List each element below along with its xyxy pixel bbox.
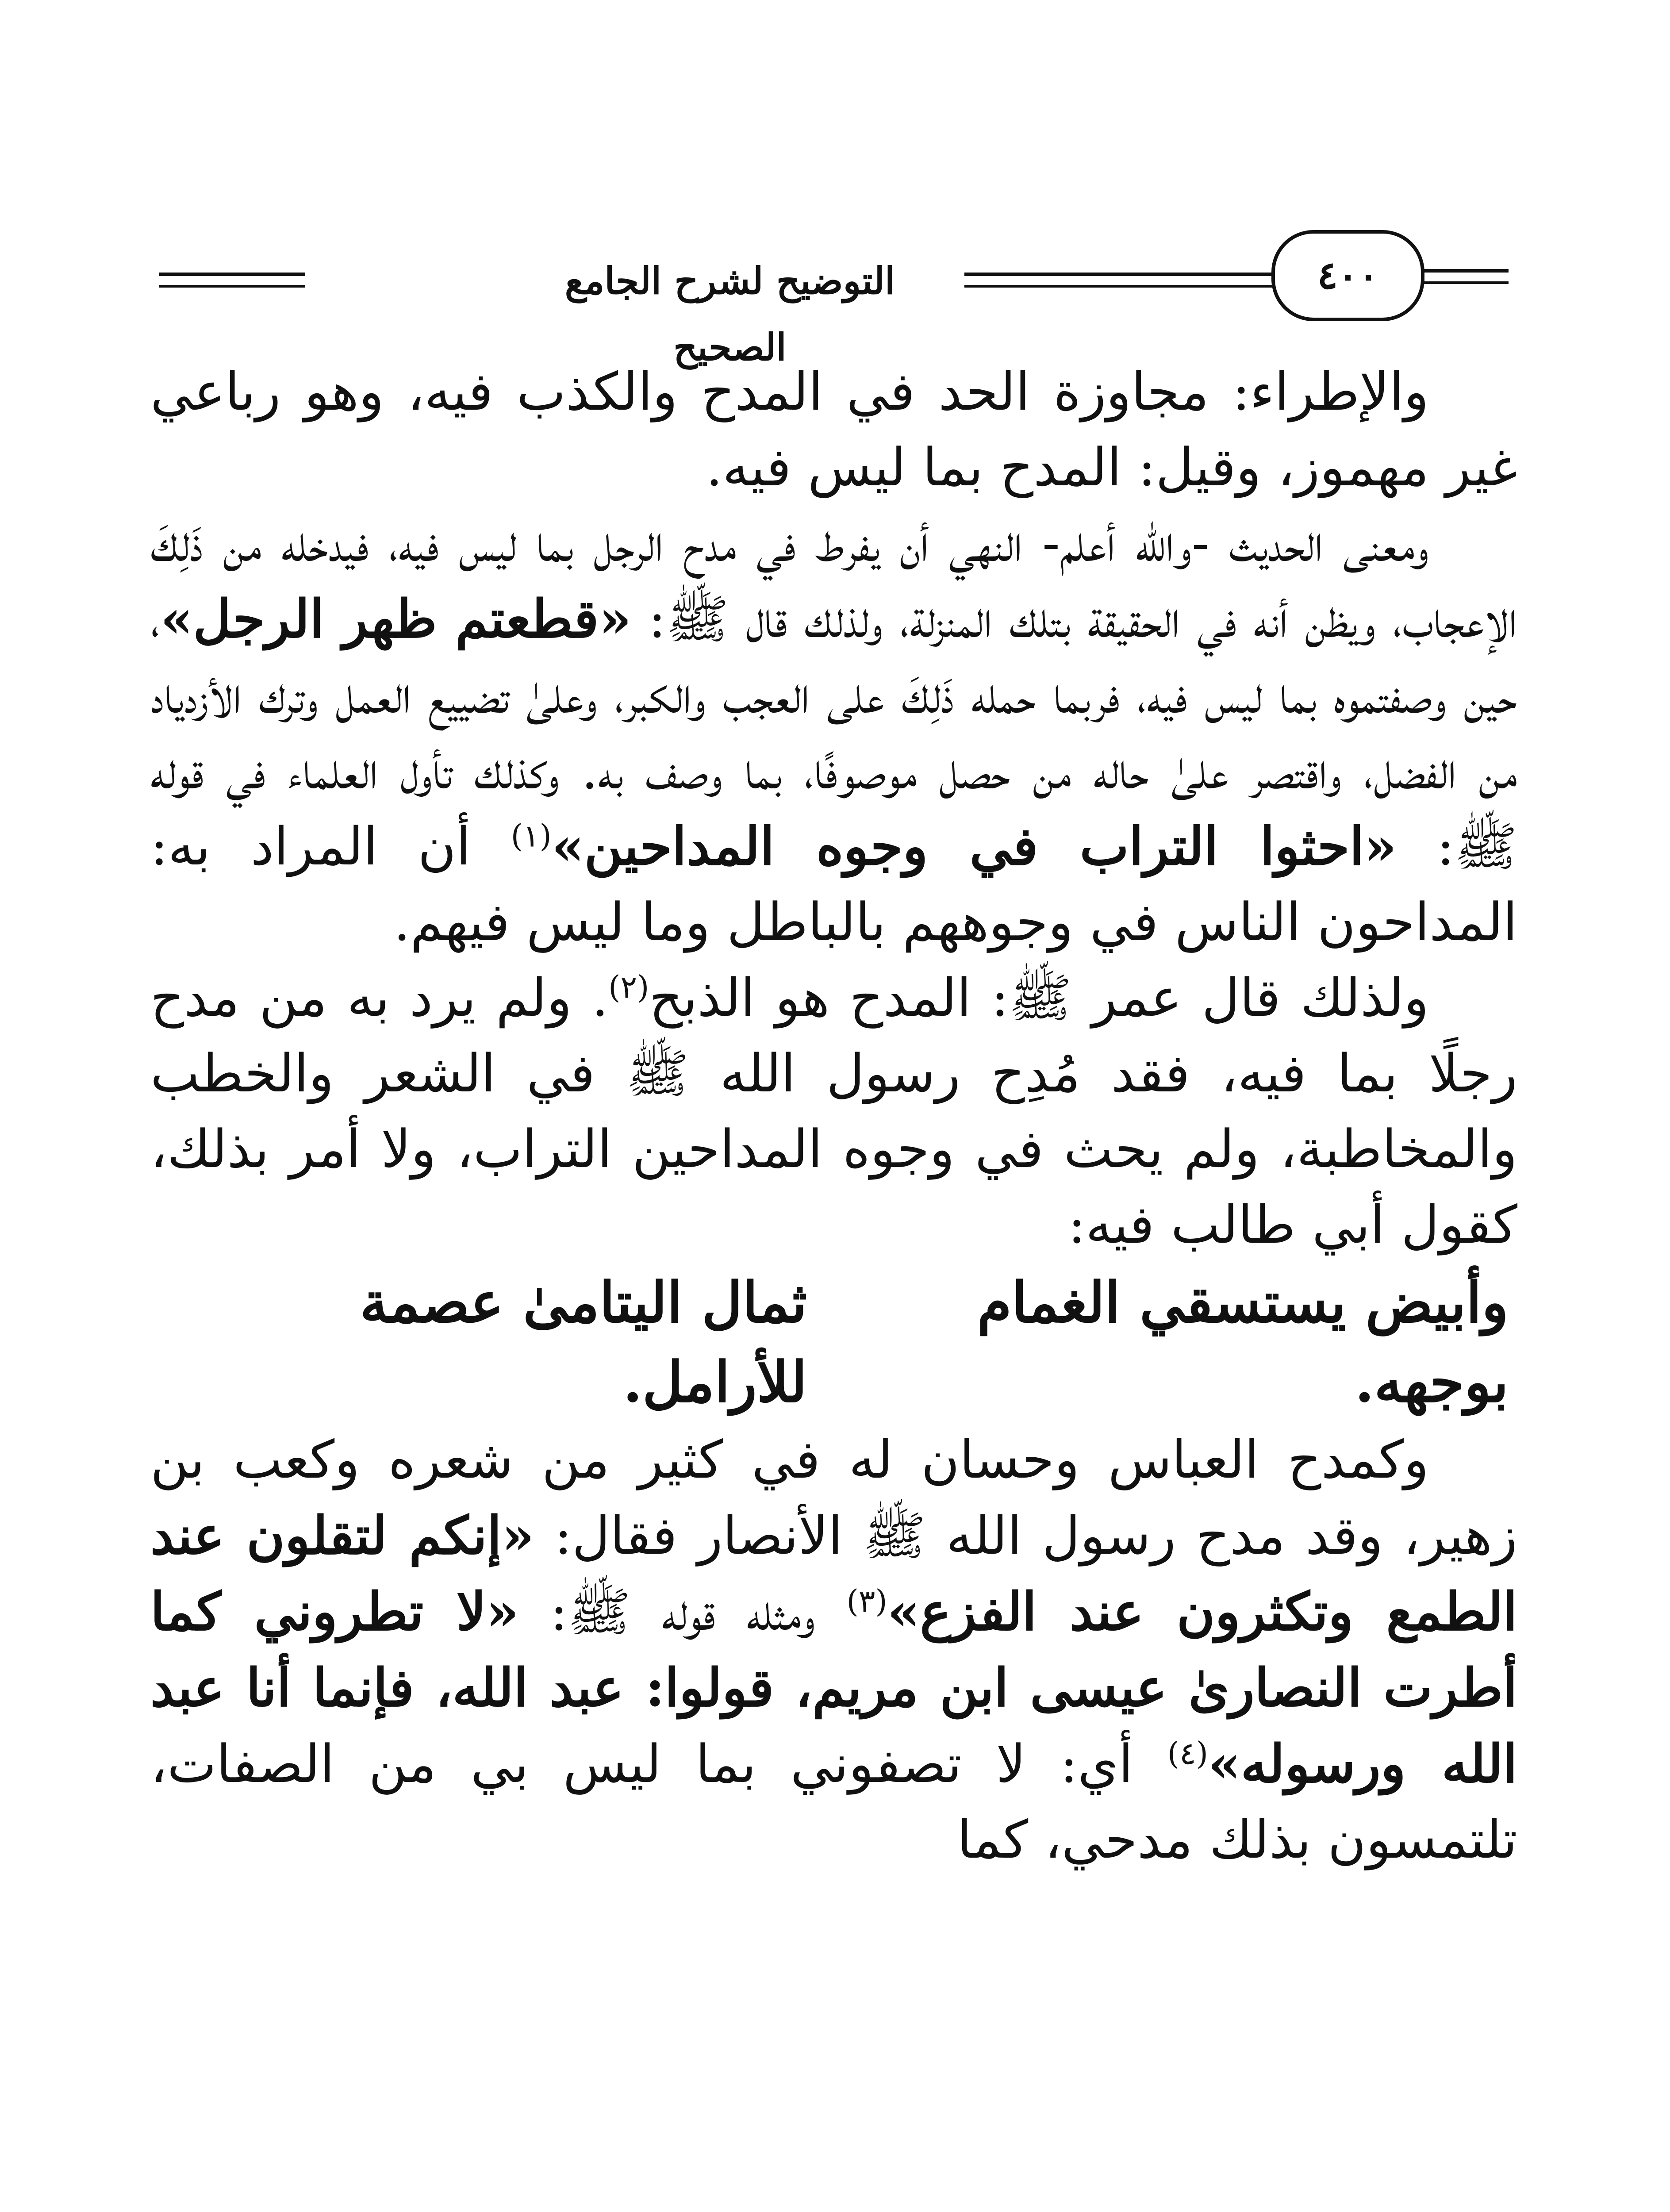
running-header bbox=[159, 230, 1509, 369]
verse-first-hemistich: وأبيض يستسقي الغمام بوجهه. bbox=[977, 1270, 1509, 1415]
header-rule-left bbox=[159, 273, 305, 276]
main-text bbox=[150, 354, 1517, 1878]
header-rule-middle-secondary bbox=[964, 285, 1274, 288]
paragraph-3-text-c: . ولم يرد به من مدح رجلًا بما فيه، فقد مُدِح رسول الله ﷺ في الشعر والخطب والمخاطبة، ولم يحث في وجوه المداحين التراب، ولا أمر بذلك، كقول أبي طالب فيه: bbox=[150, 967, 1517, 1255]
paragraph-2-text-f: أن المراد به: المداحون الناس في وجوههم بالباطل وما ليس فيهم. bbox=[150, 816, 1517, 952]
hadith-quote-1: «قطعتم ظهر الرجل» bbox=[160, 588, 632, 649]
paragraph-3 bbox=[150, 960, 1517, 1263]
hadith-quote-2: «احثوا التراب في وجوه المداحين» bbox=[551, 815, 1397, 877]
paragraph-2-text-a: ومعنى الحديث -والله أعلم- النهي أن يفرط في مدح الرجل بما ليس فيه، فيدخله من ذَلِكَ الإعجاب، ويظن أنه في الحقيقة بتلك المنزلة، ولذلك قال ﷺ: bbox=[150, 512, 1518, 649]
paragraph-4 bbox=[150, 1422, 1517, 1878]
paragraph-1 bbox=[150, 354, 1517, 505]
footnote-ref-4: (٤) bbox=[1167, 1735, 1209, 1772]
page-number-badge: ٤٠٠ bbox=[1271, 230, 1424, 321]
paragraph-2-text-c: ، حين وصفتموه بما ليس فيه، فربما حمله ذَلِكَ على العجب والكبر، وعلىٰ تضييع العمل وترك الأزدياد من الفضل، واقتصر علىٰ حاله من حصل موصوفًا، بما وصف به. وكذلك تأول العلماء في قوله ﷺ: bbox=[150, 588, 1517, 877]
footnote-ref-3: (٣) bbox=[846, 1583, 887, 1620]
footnote-ref-2: (٢) bbox=[608, 969, 649, 1006]
badge-tail-rule-secondary bbox=[1420, 281, 1509, 284]
poetry-verse bbox=[150, 1263, 1517, 1422]
header-rule-left-secondary bbox=[159, 285, 305, 288]
paragraph-2 bbox=[150, 505, 1517, 960]
hadith-quote-4: «لا تطروني كما أطرت النصارىٰ عيسى ابن مريم، قولوا: عبد الله، فإنما أنا عبد الله ورسوله» bbox=[150, 1581, 1517, 1794]
verse-second-hemistich: ثمال اليتامىٰ عصمة للأرامل. bbox=[360, 1270, 807, 1415]
book-title: التوضيح لشرح الجامع الصحيح bbox=[495, 248, 964, 380]
paragraph-4-text-d: ومثله قوله ﷺ: bbox=[518, 1581, 847, 1642]
footnote-ref-1: (١) bbox=[511, 818, 552, 854]
paragraph-1-text: والإطراء: مجاوزة الحد في المدح والكذب فيه، وهو رباعي غير مهموز، وقيل: المدح بما ليس فيه. bbox=[150, 361, 1517, 498]
badge-tail-rule bbox=[1420, 269, 1509, 273]
header-rule-middle bbox=[964, 273, 1274, 276]
paragraph-4-text-g: أي: لا تصفوني بما ليس بي من الصفات، تلتمسون بذلك مدحي، كما bbox=[150, 1733, 1517, 1870]
paragraph-4-text-a: وكمدح العباس وحسان له في كثير من شعره وكعب بن زهير، وقد مدح رسول الله ﷺ الأنصار فقال: bbox=[150, 1429, 1517, 1566]
paragraph-3-text-a: ولذلك قال عمر ﷺ: المدح هو الذبح bbox=[649, 967, 1429, 1028]
hadith-quote-3: «إنكم لتقلون عند الطمع وتكثرون عند الفزع» bbox=[150, 1505, 1518, 1642]
